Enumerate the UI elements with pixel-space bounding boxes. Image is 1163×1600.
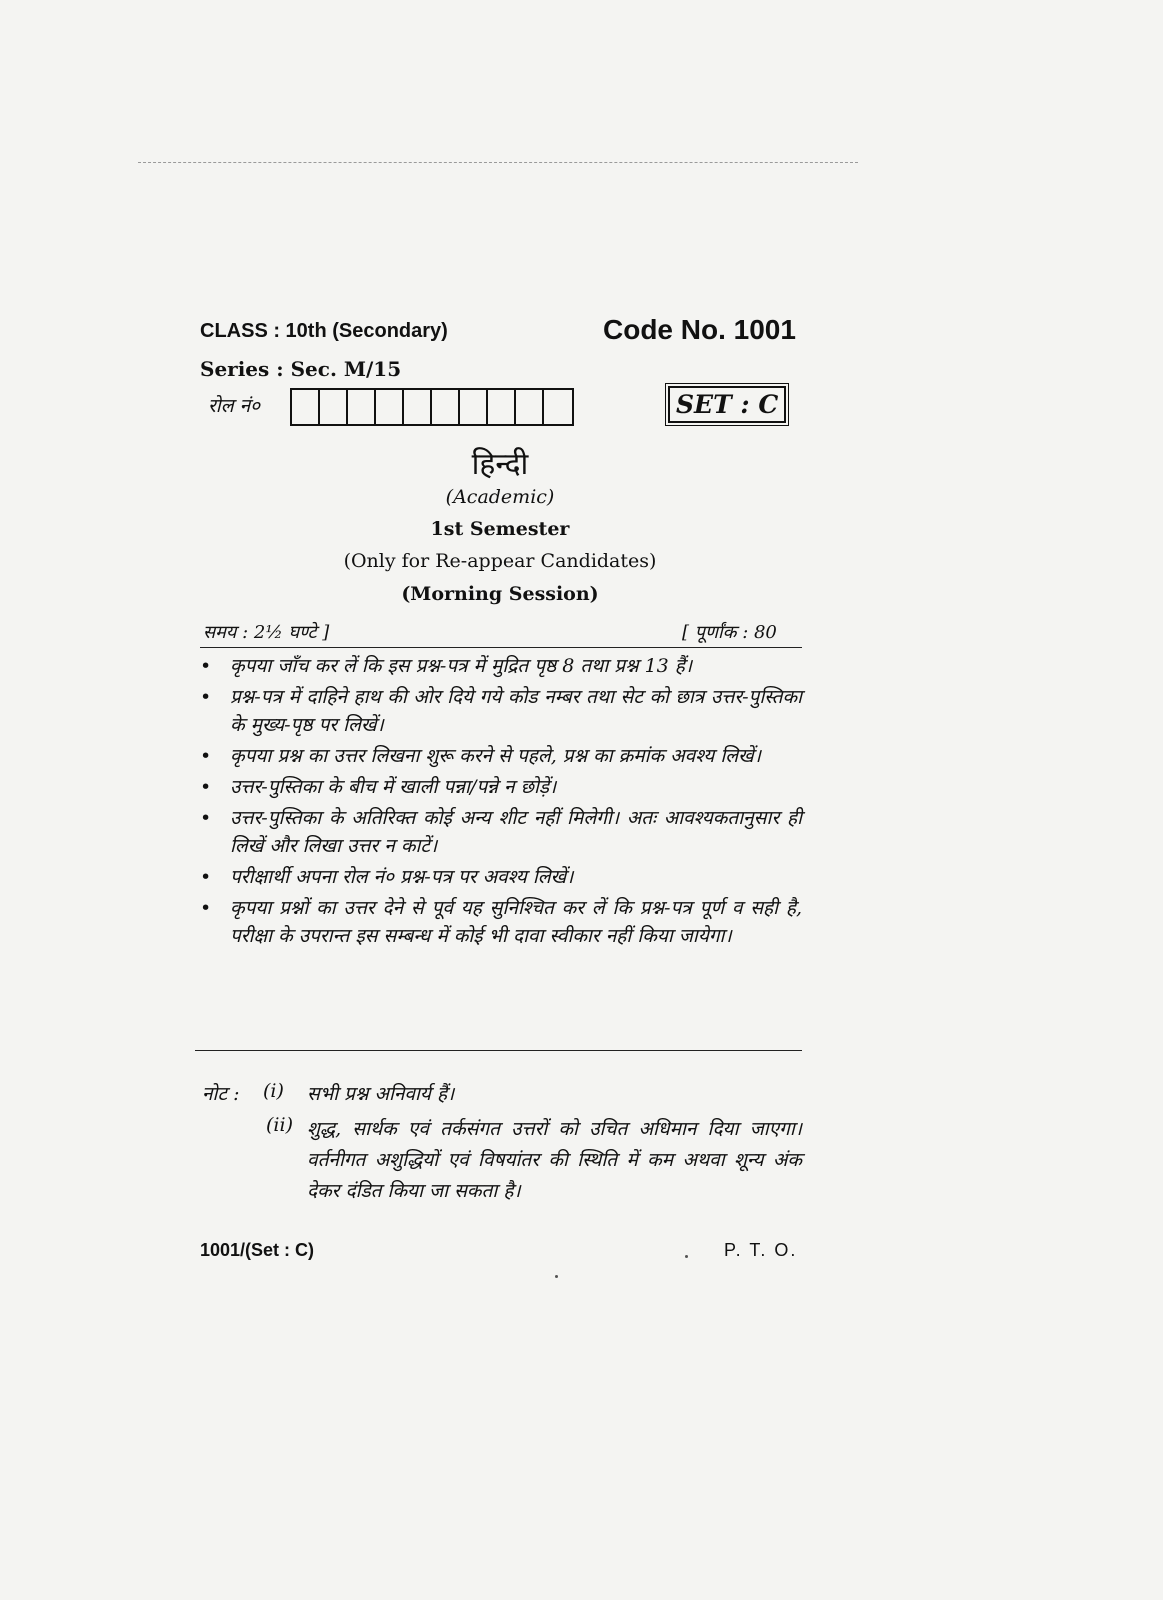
roll-number-box — [404, 390, 432, 424]
subject-title: हिन्दी — [471, 447, 529, 482]
note-item-number: (ii) — [266, 1114, 293, 1136]
instruction-item: • कृपया प्रश्नों का उत्तर देने से पूर्व यह सुनिश्चित कर लें कि प्रश्न-पत्र पूर्ण व सही है, परीक्षा के उपरान्त इस सम्बन्ध में कोई भी दावा स्वीकार नहीं किया जायेगा। — [200, 894, 802, 950]
instruction-item: • उत्तर-पुस्तिका के बीच में खाली पन्ना/पन्ने न छोड़ें। — [200, 773, 802, 801]
bullet-icon: • — [200, 866, 212, 888]
candidates-label: (Only for Re-appear Candidates) — [343, 550, 657, 572]
class-line: CLASS : 10th (Secondary) — [200, 320, 448, 342]
roll-number-boxes — [290, 388, 574, 426]
instruction-item: • कृपया जाँच कर लें कि इस प्रश्न-पत्र में मुद्रित पृष्ठ 8 तथा प्रश्न 13 हैं। — [200, 652, 802, 680]
instruction-item: • प्रश्न-पत्र में दाहिने हाथ की ओर दिये गये कोड नम्बर तथा सेट को छात्र उत्तर-पुस्तिका के मुख्य-पृष्ठ पर लिखें। — [200, 683, 802, 739]
roll-number-label: रोल नं० — [208, 395, 261, 417]
note-label: नोट : — [202, 1083, 240, 1105]
max-marks: [ पूर्णांक : 80 — [682, 622, 777, 643]
divider-top — [200, 647, 802, 648]
roll-number-box — [544, 390, 572, 424]
bullet-icon: • — [200, 745, 212, 767]
set-badge: SET : C — [668, 386, 786, 423]
roll-number-box — [432, 390, 460, 424]
roll-number-box — [460, 390, 488, 424]
roll-number-box — [376, 390, 404, 424]
footer-code: 1001/(Set : C) — [200, 1240, 315, 1260]
code-number: Code No. 1001 — [603, 314, 796, 345]
scan-speck — [685, 1255, 688, 1258]
scan-speck — [555, 1275, 558, 1278]
divider-bottom — [195, 1050, 802, 1051]
instruction-item: • परीक्षार्थी अपना रोल नं० प्रश्न-पत्र पर अवश्य लिखें। — [200, 863, 802, 891]
semester-label: 1st Semester — [430, 518, 570, 540]
instructions-list — [200, 652, 802, 953]
stream-label: (Academic) — [445, 486, 555, 508]
bullet-icon: • — [200, 776, 212, 798]
instruction-item: • उत्तर-पुस्तिका के अतिरिक्त कोई अन्य शीट नहीं मिलेगी। अतः आवश्यकतानुसार ही लिखें और लिखा उत्तर न काटें। — [200, 804, 802, 860]
instruction-item: • कृपया प्रश्न का उत्तर लिखना शुरू करने से पहले, प्रश्न का क्रमांक अवश्य लिखें। — [200, 742, 802, 770]
roll-number-box — [488, 390, 516, 424]
time-allowed: समय : 2½ घण्टे ] — [203, 622, 330, 643]
note-item-text: सभी प्रश्न अनिवार्य हैं। — [307, 1083, 455, 1105]
roll-number-box — [320, 390, 348, 424]
bullet-icon: • — [200, 686, 212, 708]
bullet-icon: • — [200, 807, 212, 829]
pto-label: P. T. O. — [724, 1240, 798, 1260]
note-item-text: शुद्ध, सार्थक एवं तर्कसंगत उत्तरों को उचित अधिमान दिया जाएगा। वर्तनीगत अशुद्धियों एवं विषयांतर की स्थिति में कम अथवा शून्य अंक देकर दंडित किया जा सकता है। — [307, 1118, 802, 1202]
bullet-icon: • — [200, 655, 212, 677]
bullet-icon: • — [200, 897, 212, 919]
roll-number-box — [292, 390, 320, 424]
top-scan-rule — [138, 162, 858, 163]
roll-number-box — [516, 390, 544, 424]
roll-number-box — [348, 390, 376, 424]
series-line: Series : Sec. M/15 — [200, 357, 402, 381]
note-item-number: (i) — [263, 1080, 284, 1102]
session-label: (Morning Session) — [401, 583, 599, 605]
